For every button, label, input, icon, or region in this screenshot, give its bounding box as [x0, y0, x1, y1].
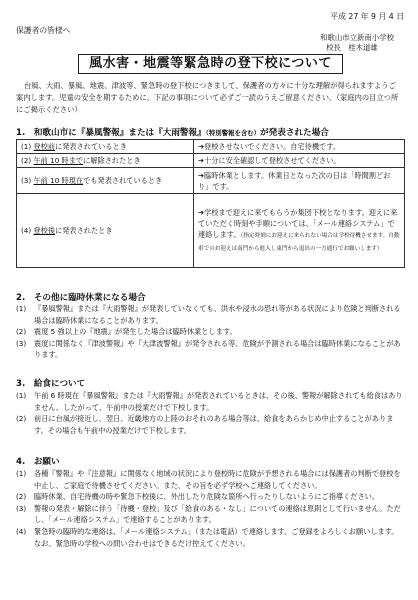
table-row — [17, 168, 405, 194]
item-number: (2) — [16, 414, 27, 424]
item-number: (4) — [16, 526, 27, 536]
condition-timing: 登校前 — [33, 142, 56, 151]
condition-text: に解除されたとき — [83, 156, 141, 165]
table-row — [17, 140, 405, 154]
condition-timing: 午前 10 時まで — [33, 156, 84, 165]
list-item — [16, 303, 405, 326]
section1-heading — [16, 126, 329, 138]
list-item — [16, 326, 405, 338]
document-date: 平成 27 年 9 月 4 日 — [330, 12, 404, 21]
condition-timing: 登校後 — [33, 226, 56, 235]
list-item — [16, 526, 405, 549]
condition-num: (2) — [21, 156, 34, 165]
item-number: (1) — [16, 391, 27, 400]
item-text: 警報の発表・解除に伴う「待機・登校」及び「給食のある・なし」についての連絡は原則として行いません。ただし、「メール連絡システム」で連絡することがあります。 — [34, 503, 401, 525]
condition-cell — [17, 168, 194, 194]
condition-cell — [17, 194, 194, 268]
school-name: 和歌山市立新南小学校 — [320, 33, 394, 42]
table-row — [17, 154, 405, 168]
action-cell: ➔登校させないでください。自宅待機です。 — [194, 140, 405, 154]
table-row — [17, 194, 405, 268]
condition-cell — [17, 154, 194, 168]
list-item — [16, 338, 405, 361]
condition-timing: 午前 10 時現在 — [33, 176, 84, 185]
condition-num: (3) — [21, 176, 34, 185]
action-cell: ➔臨時休業とします。休業日となった次の日は「時間割どおり」です。 — [194, 168, 405, 194]
condition-text: に発表されたとき — [55, 226, 113, 235]
item-text: 臨時休業、自宅待機の時や緊急下校後に、外出したり危険な箇所へ行ったりしないようにご指導ください。 — [34, 492, 380, 502]
condition-cell — [17, 140, 194, 154]
item-number: (1) — [16, 469, 27, 478]
action-cell: ➔十分に安全確認して登校させてください。 — [194, 154, 405, 168]
section2-list — [16, 303, 405, 361]
action-text: ➔学校まで迎えに来てもらうか集団下校となります。迎えに来ていただく時刻や手順については、「メール連絡システム」で連絡します。 — [198, 208, 398, 239]
list-item — [16, 413, 405, 436]
section4-list — [16, 468, 405, 549]
list-item — [16, 390, 405, 413]
condition-text: に発表されているとき — [55, 142, 127, 151]
item-number: (2) — [16, 327, 27, 337]
condition-text: でも発表されているとき — [83, 176, 163, 185]
condition-num: (1) — [21, 142, 34, 151]
document-title: 風水害・地震等緊急時の登下校について — [78, 54, 343, 74]
section2-heading: 2. その他に臨時休業になる場合 — [16, 293, 146, 303]
item-number: (1) — [16, 304, 27, 313]
intro-paragraph: 台風、大雨、暴風、地震、津波等、緊急時の登下校につきまして、保護者の方々に十分な理解が得られますようご案内します。児童の安全を期するために、下記の事項について必ずご一読のうえご留意ください。（家庭内の目立つ所にご掲示ください） — [16, 81, 399, 115]
item-text: 『暴風警報』または『大雨警報』が発表していなくても、洪水や浸水の恐れ等がある状況により危険と判断される場合は臨時休業になることがあります。 — [34, 304, 401, 325]
item-number: (3) — [16, 503, 27, 513]
section1-heading-sub: （特別警報を含む） — [205, 129, 261, 137]
section3-heading: 3. 給食について — [16, 379, 86, 389]
list-item — [16, 491, 405, 503]
pickup-note: （指定時刻にお迎えに来られない場合は学校待機させます。自動車でのお迎えは南門から進入し東門から退出の一方通行でお願いします） — [198, 233, 400, 252]
item-text: 各種『警報』や『注意報』に関係なく地域の状況により登校時に危険が予想される場合には保護者の判断で登校を中止し、ご家庭で待機させてください。また、その旨を必ず学校へご連絡してください。 — [34, 469, 401, 490]
section3-list — [16, 390, 405, 436]
item-text: 前日に台風が接近し、翌日、近畿地方の上陸のおそれのある場合等は、給食をあらかじめ中止することがあります。その場合も午前中の授業だけで下校します。 — [34, 414, 394, 435]
action-cell — [194, 194, 405, 268]
section1-heading-end: が発表された場合 — [260, 128, 329, 138]
item-text: 午前 6 時現在『暴風警報』または『大雨警報』が発表されているときは、その後、警報が解除されても給食はありません。したがって、午前中の授業だけで下校します。 — [34, 391, 403, 412]
section1-table — [16, 139, 405, 268]
item-text: 震度 5 強以上の『地震』が発生した場合は臨時休業とします。 — [34, 327, 237, 337]
condition-num: (4) — [21, 226, 34, 235]
list-item — [16, 468, 405, 491]
principal-name: 校長 桂木道雄 — [326, 43, 378, 52]
item-number: (2) — [16, 492, 27, 502]
item-text: 震度に関係なく『津波警報』や『大津波警報』が発令される等、危険が予測される場合は臨時休業になることがあります。 — [34, 338, 401, 360]
section4-heading: 4. お願い — [16, 457, 60, 467]
recipient-line: 保護者の皆様へ — [16, 26, 71, 35]
section1-heading-main: 1. 和歌山市に『暴風警報』または『大雨警報』 — [16, 128, 206, 138]
item-text: 緊急時の臨時的な連絡は、「メール連絡システム」（または電話）で連絡します。ご登録をよろしくお願いします。なお、緊急時の学校への問い合わせはできるだけ控えてください。 — [34, 526, 399, 548]
list-item — [16, 503, 405, 526]
issuer-block — [320, 33, 394, 53]
item-number: (3) — [16, 338, 27, 348]
